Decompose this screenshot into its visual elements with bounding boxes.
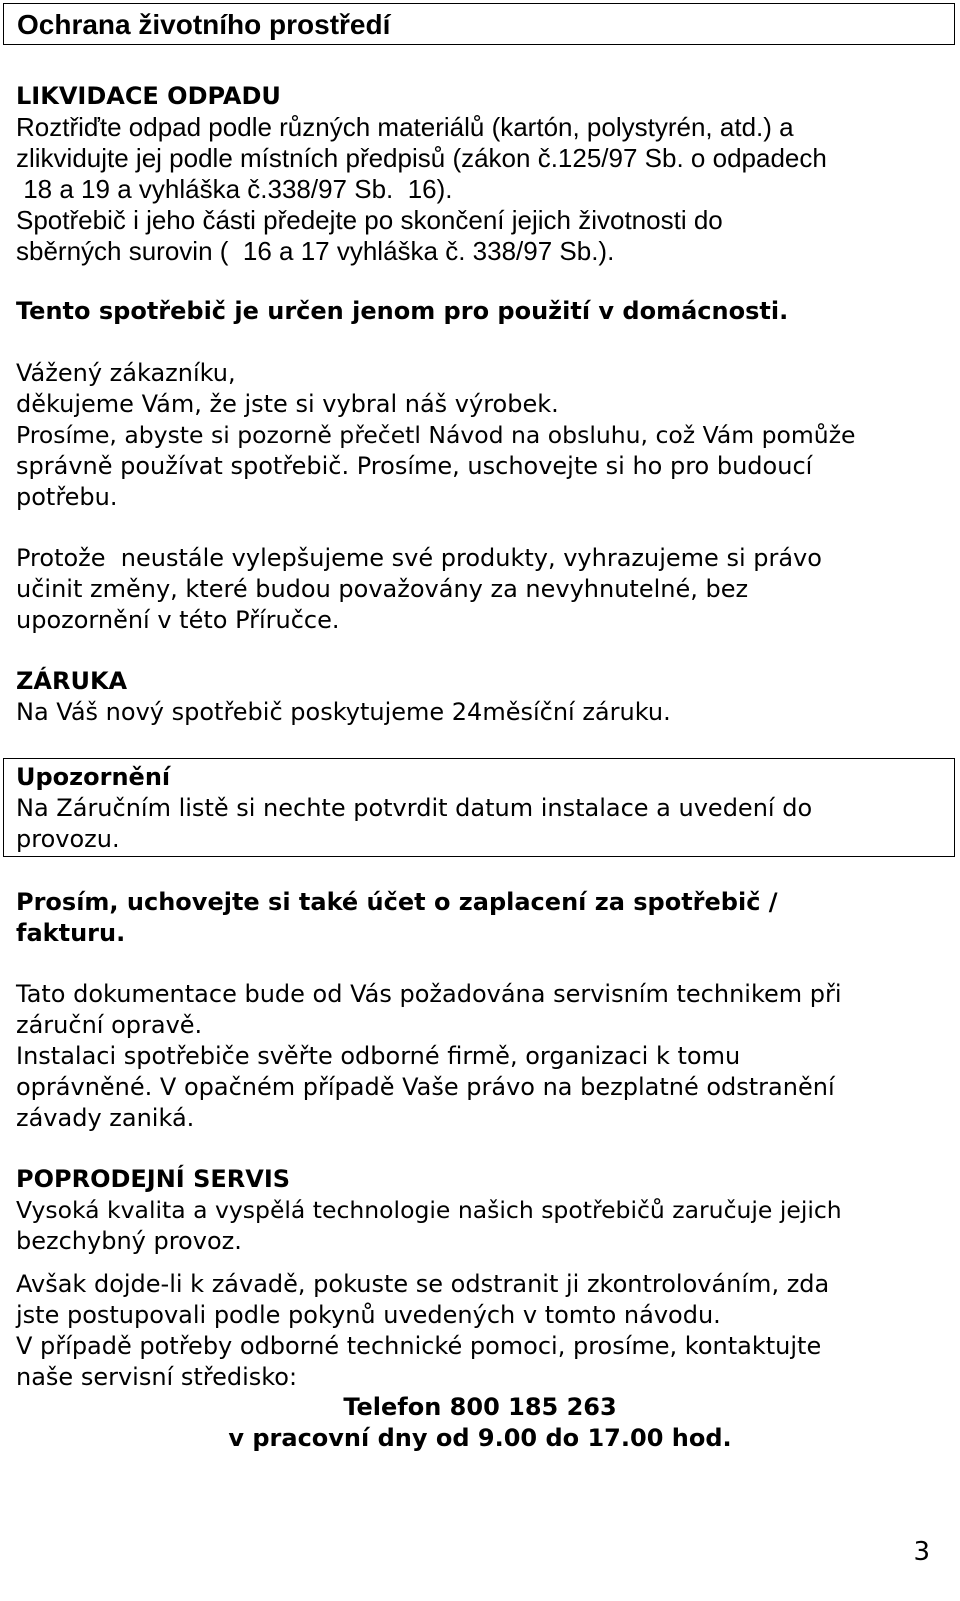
- warranty-section: [16, 666, 946, 728]
- service-help-line: V případě potřeby odborné technické pomoci, prosíme, kontaktujte: [16, 1332, 822, 1360]
- service-contact: [0, 1392, 960, 1454]
- disposal-line: 18 a 19 a vyhláška č.338/97 Sb. 16).: [16, 174, 453, 204]
- page-number: 3: [913, 1537, 930, 1567]
- warranty-heading: ZÁRUKA: [16, 667, 128, 695]
- documentation-line: Tato dokumentace bude od Vás požadována servisním technikem při: [16, 980, 842, 1008]
- disposal-line: zlikvidujte jej podle místních předpisů (zákon č.125/97 Sb. o odpadech: [16, 143, 827, 173]
- service-section: [16, 1164, 946, 1257]
- changes-line: upozornění v této Příručce.: [16, 606, 340, 634]
- warning-heading: Upozornění: [16, 763, 171, 791]
- invoice-note: [16, 887, 946, 949]
- greeting-line: Prosíme, abyste si pozorně přečetl Návod na obsluhu, což Vám pomůže: [16, 421, 856, 449]
- warning-line: Na Záručním listě si nechte potvrdit datum instalace a uvedení do: [16, 794, 813, 822]
- greeting-line: děkujeme Vám, že jste si vybral náš výrobek.: [16, 390, 559, 418]
- service-heading: POPRODEJNÍ SERVIS: [16, 1165, 291, 1193]
- invoice-line: Prosím, uchovejte si také účet o zaplacení za spotřebič /: [16, 888, 778, 916]
- warranty-text: Na Váš nový spotřebič poskytujeme 24měsíční záruku.: [16, 698, 671, 726]
- warning-line: provozu.: [16, 825, 120, 853]
- warning-section: [16, 762, 946, 855]
- service-line: bezchybný provoz.: [16, 1227, 242, 1255]
- changes-line: Protože neustále vylepšujeme své produkty, vyhrazujeme si právo: [16, 544, 822, 572]
- service-line: Vysoká kvalita a vyspělá technologie našich spotřebičů zaručuje jejich: [16, 1196, 842, 1224]
- changes-section: [16, 543, 946, 636]
- household-note: [16, 296, 946, 327]
- disposal-line: Spotřebič i jeho části předejte po skončení jejich životnosti do: [16, 205, 723, 235]
- documentation-line: Instalaci spotřebiče svěřte odborné firmě, organizaci k tomu: [16, 1042, 741, 1070]
- disposal-line: sběrných surovin ( 16 a 17 vyhláška č. 338/97 Sb.).: [16, 236, 615, 266]
- greeting-section: [16, 358, 946, 513]
- documentation-line: závady zaniká.: [16, 1104, 195, 1132]
- service-phone: Telefon 800 185 263: [343, 1393, 617, 1421]
- service-help: [16, 1269, 946, 1393]
- household-note-text: Tento spotřebič je určen jenom pro použití v domácnosti.: [16, 297, 789, 325]
- greeting-line: Vážený zákazníku,: [16, 359, 236, 387]
- title-box: [3, 3, 955, 45]
- service-help-line: naše servisní středisko:: [16, 1363, 298, 1391]
- greeting-line: potřebu.: [16, 483, 118, 511]
- service-hours: v pracovní dny od 9.00 do 17.00 hod.: [228, 1424, 732, 1452]
- invoice-line: fakturu.: [16, 919, 126, 947]
- service-help-line: Avšak dojde-li k závadě, pokuste se odstranit ji zkontrolováním, zda: [16, 1270, 830, 1298]
- greeting-line: správně používat spotřebič. Prosíme, uschovejte si ho pro budoucí: [16, 452, 813, 480]
- page-title: Ochrana životního prostředí: [17, 9, 391, 40]
- documentation-line: oprávněné. V opačném případě Vaše právo na bezplatné odstranění: [16, 1073, 835, 1101]
- documentation-line: záruční opravě.: [16, 1011, 203, 1039]
- documentation-section: [16, 979, 946, 1134]
- changes-line: učinit změny, které budou považovány za nevyhnutelné, bez: [16, 575, 749, 603]
- service-help-line: jste postupovali podle pokynů uvedených v tomto návodu.: [16, 1301, 721, 1329]
- disposal-line: Roztřiďte odpad podle různých materiálů (kartón, polystyrén, atd.) a: [16, 112, 794, 142]
- disposal-heading: LIKVIDACE ODPADU: [16, 82, 281, 110]
- disposal-section: [16, 81, 946, 267]
